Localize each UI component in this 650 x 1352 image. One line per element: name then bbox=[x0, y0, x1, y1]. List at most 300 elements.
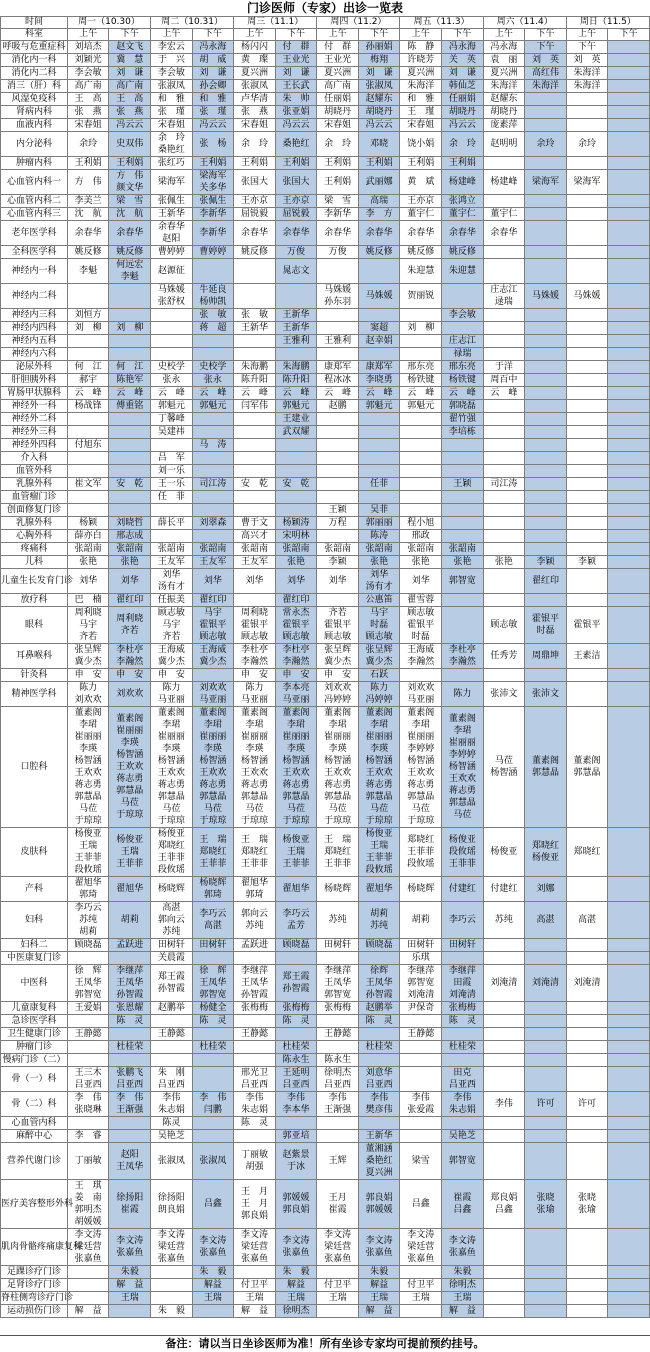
header-am: 上午 bbox=[234, 29, 276, 41]
doctor-name: 刘华 bbox=[287, 576, 306, 586]
doctor-name: 田树轩 bbox=[199, 940, 227, 950]
doctor-name: 李文涛 bbox=[448, 1236, 476, 1246]
doctor-name: 张亚娟 bbox=[282, 107, 310, 117]
doctor-name: 郭魁元 bbox=[407, 401, 435, 411]
schedule-cell bbox=[151, 1292, 193, 1305]
schedule-cell bbox=[275, 1028, 317, 1041]
schedule-cell bbox=[151, 902, 193, 939]
doctor-name: 云 峰 bbox=[365, 388, 393, 398]
doctor-name: 张艳 bbox=[370, 557, 389, 567]
doctor-name: 高湛 bbox=[162, 903, 181, 913]
dept-row bbox=[1, 707, 650, 828]
doctor-name: 王欢欢 bbox=[199, 768, 227, 778]
dept-row bbox=[1, 221, 650, 246]
doctor-name: 吕亚西 bbox=[157, 1080, 185, 1090]
schedule-cell bbox=[400, 41, 442, 54]
schedule-cell bbox=[109, 530, 151, 543]
doctor-name: 余玲 bbox=[79, 139, 98, 149]
doctor-name: 王 琪 bbox=[74, 1181, 102, 1191]
doctor-name: 邢东亮 bbox=[448, 362, 476, 372]
schedule-cell bbox=[192, 965, 234, 1002]
doctor-name: 董素阁 bbox=[531, 756, 559, 766]
schedule-cell bbox=[358, 1015, 400, 1028]
schedule-cell bbox=[192, 465, 234, 478]
doctor-name: 万俊 bbox=[287, 247, 306, 257]
doctor-name: 高湛 bbox=[578, 915, 597, 925]
schedule-cell bbox=[358, 1279, 400, 1292]
doctor-name: 王凤华 bbox=[240, 978, 268, 988]
schedule-cell bbox=[192, 707, 234, 828]
schedule-cell bbox=[109, 41, 151, 54]
schedule-cell bbox=[234, 426, 276, 439]
doctor-name: 吕亚西 bbox=[116, 1080, 144, 1090]
doctor-name: 郭琦 bbox=[203, 890, 222, 900]
schedule-cell bbox=[483, 1266, 525, 1279]
doctor-name: 王 瑾 bbox=[407, 107, 435, 117]
schedule-cell bbox=[317, 1054, 359, 1067]
doctor-name: 张国大 bbox=[240, 177, 268, 187]
doctor-name: 郭魁元 bbox=[282, 401, 310, 411]
schedule-cell bbox=[442, 569, 484, 594]
doctor-name: 逯瑞 bbox=[494, 297, 513, 307]
schedule-cell bbox=[109, 1130, 151, 1143]
dept-row bbox=[1, 1229, 650, 1266]
schedule-cell bbox=[400, 1266, 442, 1279]
schedule-cell bbox=[151, 1279, 193, 1292]
schedule-cell bbox=[608, 387, 650, 400]
schedule-cell bbox=[234, 465, 276, 478]
schedule-cell bbox=[275, 1305, 317, 1318]
schedule-cell bbox=[400, 208, 442, 221]
schedule-cell bbox=[566, 400, 608, 413]
doctor-name: 冯云云 bbox=[282, 120, 310, 130]
schedule-cell bbox=[67, 1092, 109, 1117]
schedule-cell bbox=[67, 208, 109, 221]
schedule-cell bbox=[67, 1292, 109, 1305]
doctor-name: 余春华 bbox=[407, 228, 435, 238]
schedule-cell bbox=[275, 877, 317, 902]
doctor-name: 王欢欢 bbox=[324, 768, 352, 778]
schedule-cell bbox=[400, 93, 442, 106]
schedule-cell bbox=[151, 1117, 193, 1130]
doctor-name: 徐扬阳 bbox=[157, 1193, 185, 1203]
header-am: 上午 bbox=[151, 29, 193, 41]
doctor-name: 田树轩 bbox=[157, 940, 185, 950]
doctor-name: 于琼琼 bbox=[407, 816, 435, 826]
dept-name: 医疗美容整形外科 bbox=[1, 1180, 68, 1229]
doctor-name: 王瑞 bbox=[203, 1293, 222, 1303]
schedule-cell bbox=[566, 1229, 608, 1266]
schedule-cell bbox=[67, 67, 109, 80]
doctor-name: 李 方 bbox=[365, 209, 393, 219]
schedule-cell bbox=[483, 157, 525, 170]
doctor-name: 王素洁 bbox=[573, 651, 601, 661]
schedule-cell bbox=[525, 374, 567, 387]
schedule-cell bbox=[483, 669, 525, 682]
schedule-cell bbox=[442, 208, 484, 221]
doctor-name: 王菲菲 bbox=[448, 859, 476, 869]
schedule-cell bbox=[566, 478, 608, 491]
schedule-cell bbox=[67, 877, 109, 902]
schedule-cell bbox=[317, 259, 359, 284]
schedule-cell bbox=[608, 221, 650, 246]
doctor-name: 王业光 bbox=[282, 55, 310, 65]
schedule-cell bbox=[234, 284, 276, 309]
schedule-cell bbox=[192, 413, 234, 426]
dept-row bbox=[1, 682, 650, 707]
doctor-name: 王静懿 bbox=[157, 1029, 185, 1039]
schedule-cell bbox=[483, 569, 525, 594]
schedule-cell bbox=[442, 387, 484, 400]
schedule-cell bbox=[109, 669, 151, 682]
schedule-cell bbox=[192, 569, 234, 594]
schedule-cell bbox=[442, 877, 484, 902]
header-time-label: 时间 bbox=[1, 17, 68, 29]
schedule-cell bbox=[151, 106, 193, 119]
schedule-cell bbox=[317, 543, 359, 556]
schedule-cell bbox=[525, 530, 567, 543]
schedule-cell bbox=[67, 119, 109, 132]
schedule-cell bbox=[525, 682, 567, 707]
doctor-name: 邢东亮 bbox=[407, 362, 435, 372]
schedule-cell bbox=[151, 284, 193, 309]
schedule-cell bbox=[442, 594, 484, 607]
doctor-name: 崔丽丽 bbox=[157, 732, 185, 742]
doctor-name: 刘 谦 bbox=[282, 68, 310, 78]
doctor-name: 王瑞 bbox=[245, 1293, 264, 1303]
schedule-cell bbox=[483, 1092, 525, 1117]
schedule-cell bbox=[67, 965, 109, 1002]
schedule-cell bbox=[234, 1067, 276, 1092]
doctor-name: 崔丽丽 bbox=[116, 726, 144, 736]
doctor-name: 付卫平 bbox=[407, 1280, 435, 1290]
doctor-name: 刘颖光 bbox=[74, 55, 102, 65]
doctor-name: 马莅 bbox=[494, 756, 513, 766]
schedule-cell bbox=[151, 80, 193, 93]
schedule-cell bbox=[275, 400, 317, 413]
doctor-name: 王 月 bbox=[240, 1199, 268, 1209]
schedule-cell bbox=[608, 1292, 650, 1305]
schedule-cell bbox=[566, 1041, 608, 1054]
schedule-cell bbox=[442, 170, 484, 195]
dept-name: 呼吸与危重症科 bbox=[2, 41, 66, 52]
schedule-cell bbox=[234, 1130, 276, 1143]
doctor-name: 李瑛 bbox=[162, 744, 181, 754]
doctor-name: 余春华 bbox=[116, 228, 144, 238]
schedule-cell bbox=[192, 1117, 234, 1130]
doctor-name: 吴建祎 bbox=[157, 427, 185, 437]
schedule-cell bbox=[151, 452, 193, 465]
schedule-cell bbox=[400, 348, 442, 361]
schedule-cell bbox=[234, 259, 276, 284]
doctor-name: 刘 谦 bbox=[365, 68, 393, 78]
schedule-cell bbox=[234, 309, 276, 322]
doctor-name: 刘欢欢 bbox=[74, 695, 102, 705]
schedule-cell bbox=[192, 491, 234, 504]
doctor-name: 任丽娟 bbox=[448, 94, 476, 104]
schedule-cell bbox=[234, 80, 276, 93]
schedule-cell bbox=[483, 93, 525, 106]
doctor-name: 李新华 bbox=[324, 209, 352, 219]
schedule-cell bbox=[151, 478, 193, 491]
schedule-cell bbox=[566, 569, 608, 594]
schedule-cell bbox=[608, 1130, 650, 1143]
schedule-cell bbox=[109, 67, 151, 80]
doctor-name: 董素阁 bbox=[324, 708, 352, 718]
schedule-cell bbox=[442, 309, 484, 322]
schedule-cell bbox=[525, 1092, 567, 1117]
schedule-cell bbox=[67, 1002, 109, 1015]
schedule-cell bbox=[67, 707, 109, 828]
schedule-cell bbox=[400, 1117, 442, 1130]
doctor-name: 庄志江 bbox=[448, 336, 476, 346]
schedule-cell bbox=[151, 1054, 193, 1067]
doctor-name: 李伟 bbox=[245, 1093, 264, 1103]
dept-row bbox=[1, 644, 650, 669]
schedule-cell bbox=[442, 1028, 484, 1041]
doctor-name: 王新华 bbox=[157, 209, 185, 219]
doctor-name: 刘娜 bbox=[536, 884, 555, 894]
schedule-cell bbox=[109, 939, 151, 952]
schedule-cell bbox=[275, 902, 317, 939]
dept-name: 皮肤科 bbox=[1, 828, 68, 877]
schedule-cell bbox=[566, 335, 608, 348]
schedule-cell bbox=[151, 504, 193, 517]
schedule-cell bbox=[525, 1117, 567, 1130]
doctor-name: 郑晓红 bbox=[531, 841, 559, 851]
dept-name: 消化内一科 bbox=[1, 54, 68, 67]
doctor-name: 余 玲 bbox=[324, 139, 352, 149]
schedule-cell bbox=[483, 452, 525, 465]
doctor-name: 田树轩 bbox=[448, 940, 476, 950]
schedule-cell bbox=[192, 426, 234, 439]
schedule-cell bbox=[151, 952, 193, 965]
doctor-name: 崔丽丽 bbox=[407, 732, 435, 742]
schedule-cell bbox=[275, 54, 317, 67]
doctor-name: 马莅 bbox=[79, 804, 98, 814]
doctor-name: 杨晓辉 bbox=[199, 878, 227, 888]
schedule-cell bbox=[151, 669, 193, 682]
doctor-name: 王 瑞 bbox=[324, 835, 352, 845]
doctor-name: 下午 bbox=[536, 42, 555, 52]
doctor-name: 齐若 bbox=[162, 632, 181, 642]
doctor-name: 余春华 bbox=[74, 228, 102, 238]
doctor-name: 李杜亭 bbox=[282, 645, 310, 655]
schedule-cell bbox=[275, 106, 317, 119]
schedule-cell bbox=[67, 1130, 109, 1143]
doctor-name: 李文涛 bbox=[324, 1230, 352, 1240]
doctor-name: 姚反修 bbox=[74, 247, 102, 257]
schedule-cell bbox=[525, 478, 567, 491]
dept-row bbox=[1, 594, 650, 607]
doctor-name: 王欢欢 bbox=[157, 768, 185, 778]
doctor-name: 顾志敏 bbox=[199, 632, 227, 642]
doctor-name: 陈灵 bbox=[162, 1118, 181, 1128]
doctor-name: 解 益 bbox=[448, 1306, 476, 1316]
schedule-cell bbox=[317, 902, 359, 939]
schedule-cell bbox=[358, 491, 400, 504]
schedule-cell bbox=[275, 157, 317, 170]
schedule-cell bbox=[525, 828, 567, 877]
doctor-name: 杨智涵 bbox=[324, 756, 352, 766]
schedule-cell bbox=[358, 284, 400, 309]
schedule-cell bbox=[275, 221, 317, 246]
schedule-cell bbox=[275, 491, 317, 504]
doctor-name: 徐明杰 bbox=[282, 1306, 310, 1316]
doctor-name: 吕 军 bbox=[157, 453, 185, 463]
schedule-cell bbox=[234, 439, 276, 452]
doctor-name: 张舒权 bbox=[157, 297, 185, 307]
doctor-name: 陈升阳 bbox=[282, 375, 310, 385]
doctor-name: 康郑军 bbox=[365, 362, 393, 372]
schedule-cell bbox=[358, 132, 400, 157]
doctor-name: 郭良娟 bbox=[282, 1205, 310, 1215]
doctor-name: 张韶南 bbox=[74, 544, 102, 554]
doctor-name: 王瑞 bbox=[287, 847, 306, 857]
schedule-cell bbox=[151, 828, 193, 877]
doctor-name: 任菲 bbox=[370, 479, 389, 489]
schedule-cell bbox=[109, 569, 151, 594]
doctor-name: 董素阁 bbox=[407, 708, 435, 718]
schedule-cell bbox=[483, 1067, 525, 1092]
doctor-name: 蒋志勇 bbox=[324, 780, 352, 790]
schedule-cell bbox=[317, 1130, 359, 1143]
dept-name: 乳腺外科 bbox=[1, 517, 68, 530]
schedule-cell bbox=[608, 1028, 650, 1041]
schedule-cell bbox=[442, 1054, 484, 1067]
schedule-cell bbox=[608, 1279, 650, 1292]
schedule-cell bbox=[151, 1229, 193, 1266]
doctor-name: 司江涛 bbox=[199, 479, 227, 489]
schedule-cell bbox=[192, 952, 234, 965]
doctor-name: 夏兴洲 bbox=[324, 68, 352, 78]
schedule-cell bbox=[358, 939, 400, 952]
doctor-name: 余春华 bbox=[157, 222, 185, 232]
doctor-name: 王欢欢 bbox=[448, 774, 476, 784]
schedule-cell bbox=[275, 93, 317, 106]
schedule-cell bbox=[317, 452, 359, 465]
doctor-name: 胡晓丹 bbox=[448, 107, 476, 117]
doctor-name: 李杜亭 bbox=[448, 645, 476, 655]
schedule-cell bbox=[151, 54, 193, 67]
schedule-cell bbox=[234, 682, 276, 707]
doctor-name: 齐若 bbox=[79, 632, 98, 642]
doctor-name: 屈锐毅 bbox=[282, 209, 310, 219]
doctor-name: 杨智涵 bbox=[490, 768, 518, 778]
doctor-name: 李继萍 bbox=[116, 966, 144, 976]
doctor-name: 王瑞 bbox=[370, 1293, 389, 1303]
schedule-cell bbox=[483, 54, 525, 67]
dept-row bbox=[1, 400, 650, 413]
schedule-body bbox=[1, 17, 650, 1318]
doctor-name: 朱 毅 bbox=[199, 1267, 227, 1277]
schedule-cell bbox=[67, 221, 109, 246]
dept-row bbox=[1, 1067, 650, 1092]
doctor-name: 王长武 bbox=[282, 81, 310, 91]
schedule-cell bbox=[234, 607, 276, 644]
doctor-name: 朱海洋 bbox=[573, 68, 601, 78]
schedule-cell bbox=[442, 530, 484, 543]
doctor-name: 刘意华 bbox=[365, 1068, 393, 1078]
doctor-name: 胡晓丹 bbox=[324, 107, 352, 117]
schedule-cell bbox=[317, 80, 359, 93]
doctor-name: 刘华 bbox=[245, 576, 264, 586]
doctor-name: 余春华 bbox=[490, 228, 518, 238]
schedule-cell bbox=[566, 246, 608, 259]
doctor-name: 王欢欢 bbox=[282, 768, 310, 778]
doctor-name: 史校学 bbox=[199, 362, 227, 372]
doctor-name: 李瀚然 bbox=[448, 657, 476, 667]
header-am: 上午 bbox=[317, 29, 359, 41]
doctor-name: 申 安 bbox=[240, 670, 268, 680]
doctor-name: 王业光 bbox=[324, 55, 352, 65]
doctor-name: 胡莉 bbox=[79, 927, 98, 937]
schedule-cell bbox=[234, 54, 276, 67]
schedule-cell bbox=[483, 478, 525, 491]
doctor-name: 张艳 bbox=[411, 557, 430, 567]
schedule-cell bbox=[275, 1279, 317, 1292]
schedule-cell bbox=[234, 1028, 276, 1041]
doctor-name: 云 峰 bbox=[157, 388, 185, 398]
doctor-name: 李瑛 bbox=[328, 744, 347, 754]
doctor-name: 杨智涵 bbox=[407, 756, 435, 766]
schedule-cell bbox=[109, 1305, 151, 1318]
doctor-name: 公惠笛 bbox=[365, 595, 393, 605]
schedule-cell bbox=[234, 387, 276, 400]
schedule-cell bbox=[192, 1229, 234, 1266]
doctor-name: 刘华 bbox=[120, 576, 139, 586]
schedule-cell bbox=[234, 1015, 276, 1028]
doctor-name: 郭慧晶 bbox=[573, 768, 601, 778]
doctor-name: 孟跃进 bbox=[240, 940, 268, 950]
schedule-cell bbox=[400, 387, 442, 400]
schedule-cell bbox=[566, 669, 608, 682]
schedule-cell bbox=[109, 309, 151, 322]
dept-name: 妇科二 bbox=[1, 939, 68, 952]
doctor-name: 关 英 bbox=[448, 55, 476, 65]
doctor-name: 云 峰 bbox=[240, 388, 268, 398]
dept-row bbox=[1, 1292, 650, 1305]
schedule-cell bbox=[151, 246, 193, 259]
doctor-name: 李婷婷 bbox=[448, 750, 476, 760]
doctor-name: 张嘉鱼 bbox=[74, 1254, 102, 1264]
schedule-cell bbox=[400, 284, 442, 309]
dept-name: 介入科 bbox=[1, 452, 68, 465]
doctor-name: 郭慧晶 bbox=[157, 792, 185, 802]
schedule-cell bbox=[192, 828, 234, 877]
doctor-name: 董素阁 bbox=[282, 708, 310, 718]
schedule-cell bbox=[192, 221, 234, 246]
schedule-cell bbox=[192, 1266, 234, 1279]
schedule-cell bbox=[442, 1305, 484, 1318]
doctor-name: 霍银平 bbox=[407, 620, 435, 630]
doctor-name: 解益 bbox=[203, 1280, 222, 1290]
dept-name: 血管瘤门诊 bbox=[1, 491, 68, 504]
doctor-name: 陈力 bbox=[370, 683, 389, 693]
doctor-name: 马莅 bbox=[411, 804, 430, 814]
doctor-name: 蒋志勇 bbox=[74, 780, 102, 790]
doctor-name: 孙丽娟 bbox=[365, 42, 393, 52]
doctor-name: 王凤华 bbox=[116, 1162, 144, 1172]
schedule-cell bbox=[566, 504, 608, 517]
schedule-cell bbox=[358, 877, 400, 902]
doctor-name: 李珺 bbox=[411, 720, 430, 730]
schedule-cell bbox=[358, 119, 400, 132]
schedule-cell bbox=[67, 322, 109, 335]
doctor-name: 安 乾 bbox=[116, 479, 144, 489]
schedule-cell bbox=[525, 1266, 567, 1279]
doctor-name: 薛亦白 bbox=[74, 531, 102, 541]
